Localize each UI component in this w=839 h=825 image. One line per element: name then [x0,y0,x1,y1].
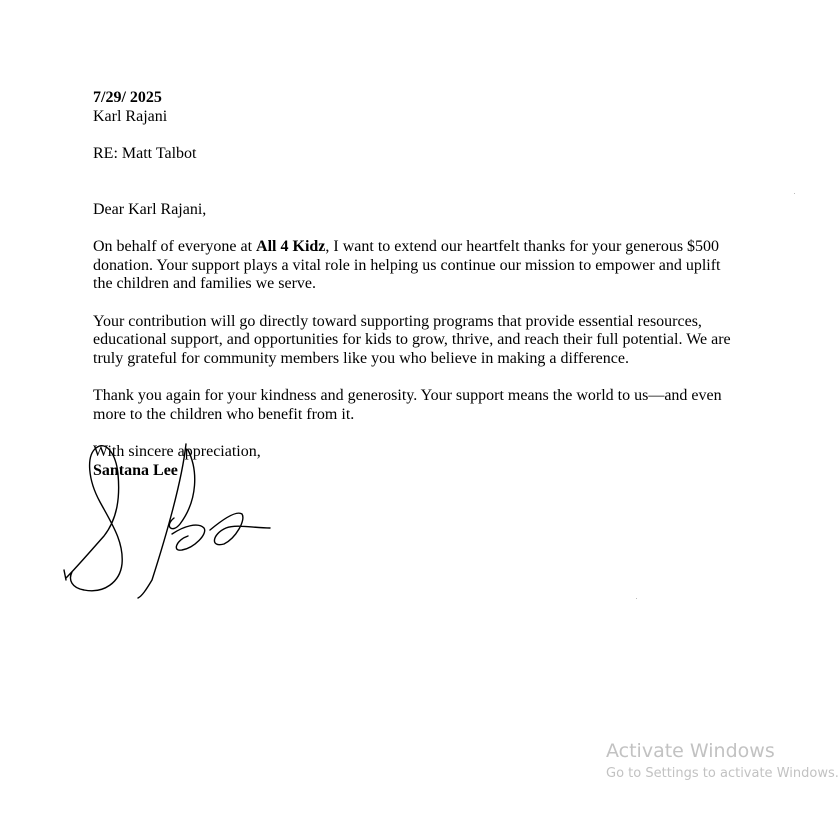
re-line: RE: Matt Talbot [93,145,197,162]
handwritten-signature [60,430,275,605]
paragraph-thanks-after: , I want to extend our heartfelt thanks for your generous $500 donation. Your support plays a vital role in helping us continue our mission to empower and uplift the children and families we serve. [93,238,721,292]
letter-date: 7/29/ 2025 [93,89,162,106]
paragraph-contribution: Your contribution will go directly toward supporting programs that provide essential resources, educational support, and opportunities for kids to grow, thrive, and reach their full potential. We are truly grateful for community members like you who believe in making a difference. [93,312,731,367]
activate-windows-subtitle: Go to Settings to activate Windows. [606,766,839,781]
organization-name: All 4 Kidz [256,238,326,255]
closing-line: With sincere appreciation, [93,443,261,460]
signer-name: Santana Lee [93,461,178,479]
activate-windows-watermark [606,740,839,784]
scan-speck [794,193,795,194]
activate-windows-title: Activate Windows [606,740,775,762]
letter-body [93,89,733,480]
scan-speck [636,598,637,599]
salutation: Dear Karl Rajani, [93,200,207,218]
recipient-name: Karl Rajani [93,107,168,125]
paragraph-closing-thanks: Thank you again for your kindness and generosity. Your support means the world to us—and even more to the children who benefit from it. [93,387,722,423]
paragraph-thanks [93,238,733,294]
paragraph-thanks-before: On behalf of everyone at [93,238,257,255]
